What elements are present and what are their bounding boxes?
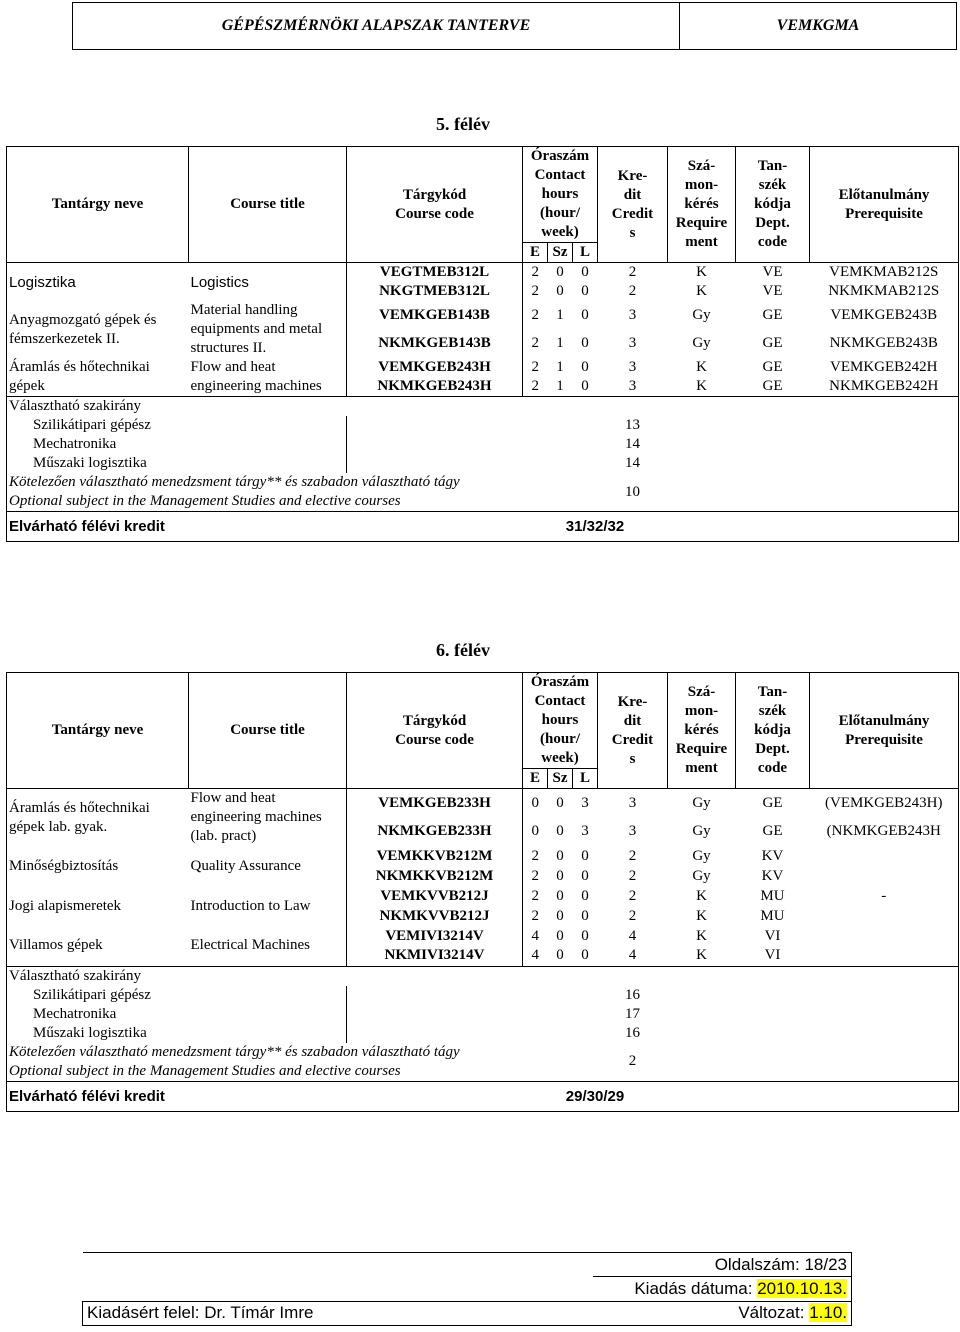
prerequisite-value: (NKMKGEB243H: [810, 817, 959, 846]
header-course-code-line: Course code: [395, 731, 474, 748]
course-code: VEGTMEB312L: [347, 263, 523, 283]
hours-sz: 0: [556, 264, 564, 280]
total-credits: 31/32/32: [523, 512, 668, 542]
header-credits-line: s: [629, 750, 636, 767]
prerequisite-value: NKMKMAB212S: [810, 282, 959, 301]
header-dept-line: Dept.: [755, 215, 790, 231]
table-row: [7, 301, 959, 330]
header-course-code-line: Course code: [395, 205, 474, 222]
semester-6-table: [6, 672, 959, 1112]
header-dept-line: kódja: [754, 722, 791, 738]
course-code: VEMKGEB243H: [347, 358, 523, 377]
prerequisite-value: [810, 866, 959, 886]
course-title: Introduction to Law: [190, 897, 311, 914]
credit-value: 3: [628, 794, 637, 811]
specialization-credit: 14: [625, 455, 640, 471]
hours-l: 0: [581, 306, 589, 323]
prerequisite-value: NKMKGEB243B: [810, 330, 959, 359]
specialization-credit: 17: [625, 1005, 640, 1022]
header-contact-hours: [523, 147, 598, 243]
empty-cell: [668, 435, 959, 454]
header-sz: Sz: [548, 769, 573, 789]
header-dept: [736, 147, 810, 263]
course-title: Flow and heat engineering machines (lab. pract): [190, 790, 322, 844]
dept-code: GE: [762, 359, 783, 375]
hours-e: 4: [531, 927, 539, 944]
specialization-credit: 14: [625, 436, 640, 452]
header-dept-line: Tan-: [757, 158, 788, 174]
dept-code: GE: [762, 378, 783, 394]
requirement-value: K: [696, 359, 707, 375]
hours-l: 0: [581, 264, 589, 280]
hours-e: 2: [531, 306, 539, 323]
course-name: Anyagmozgató gépek és fémszerkezetek II.: [7, 301, 189, 358]
empty-cell: [668, 1005, 959, 1024]
credit-value: 3: [628, 823, 637, 840]
hours-sz: 0: [556, 847, 564, 864]
empty-cell: [347, 1005, 523, 1024]
prerequisite-value: [810, 926, 959, 946]
table-row: [7, 1043, 959, 1082]
hours-e: 2: [531, 867, 539, 884]
semester-6-title: 6. félév: [436, 640, 490, 660]
header-dept-line: Dept.: [755, 741, 790, 757]
header-prerequisite: [810, 673, 959, 789]
header-requirement-line: ment: [685, 234, 718, 250]
hours-e: 2: [531, 378, 539, 394]
header-credits-line: dit: [623, 186, 642, 203]
requirement-value: Gy: [692, 794, 711, 811]
total-label: Elvárható félévi kredit: [7, 1081, 189, 1111]
elective-credit: 2: [628, 1053, 637, 1069]
course-name: Logisztika: [7, 263, 189, 302]
header-course-name: Tantárgy neve: [7, 147, 189, 263]
hours-l: 0: [581, 335, 589, 352]
header-contact-hours-line: hours: [541, 186, 579, 202]
issue-date: 2010.10.13.: [757, 1278, 847, 1298]
empty-cell: [347, 416, 523, 435]
empty-cell: [668, 473, 959, 512]
credit-value: 2: [628, 847, 637, 864]
header-prerequisite-line: Prerequisite: [845, 731, 923, 748]
credit-value: 2: [628, 907, 637, 924]
prerequisite-value: VEMKGEB242H: [810, 358, 959, 377]
course-code: NKMKGEB243H: [347, 377, 523, 397]
header-l: L: [573, 769, 598, 789]
credit-value: 4: [628, 947, 637, 964]
header-dept: [736, 673, 810, 789]
hours-sz: 0: [556, 927, 564, 944]
hours-l: 0: [581, 887, 589, 904]
header-requirement-line: kérés: [684, 196, 719, 212]
semester-5-table: [6, 146, 959, 542]
total-credits: 29/30/29: [523, 1081, 668, 1111]
course-code: NKGTMEB312L: [347, 282, 523, 301]
specialization-label: Választható szakirány: [7, 397, 959, 417]
header-course-name: Tantárgy neve: [7, 673, 189, 789]
specialization-label: Választható szakirány: [7, 966, 959, 986]
empty-cell: [523, 1024, 598, 1043]
hours-e: 2: [531, 335, 539, 352]
hours-sz: 0: [556, 283, 564, 299]
responsible-label: Kiadásért felel:: [87, 1303, 200, 1323]
issue-date-label: Kiadás dátuma:: [634, 1278, 758, 1298]
hours-sz: 1: [556, 378, 564, 394]
prerequisite-value: (VEMKGEB243H): [810, 789, 959, 818]
empty-cell: [189, 1081, 523, 1111]
empty-cell: [347, 1024, 523, 1043]
hours-sz: 1: [556, 306, 564, 323]
header-requirement: [668, 673, 736, 789]
header-requirement-line: Szá-: [687, 684, 716, 700]
requirement-value: K: [696, 907, 707, 924]
table-row: [7, 1024, 959, 1043]
hours-e: 2: [531, 847, 539, 864]
elective-text-line: Kötelezően választható menedzsment tárgy** és szabadon választható tágy: [9, 1043, 460, 1060]
requirement-value: Gy: [692, 847, 711, 864]
dept-code: VE: [762, 283, 783, 299]
table-row: [7, 454, 959, 473]
hours-sz: 0: [556, 823, 564, 840]
credit-value: 3: [628, 378, 637, 394]
header-course-title: Course title: [189, 673, 347, 789]
requirement-value: K: [696, 283, 707, 299]
prerequisite-value: VEMKMAB212S: [810, 263, 959, 283]
hours-l: 0: [581, 947, 589, 964]
course-code: NKMKKVB212M: [347, 866, 523, 886]
hours-e: 2: [531, 359, 539, 375]
dept-code: GE: [762, 794, 783, 811]
credit-value: 2: [628, 867, 637, 884]
total-row: [7, 1081, 959, 1111]
header-contact-hours-line: (hour/: [539, 731, 580, 747]
header-prerequisite: [810, 147, 959, 263]
header-e: E: [523, 769, 548, 789]
dept-code: KV: [761, 867, 784, 884]
elective-text-line: Kötelezően választható menedzsment tárgy** és szabadon választható tágy: [9, 474, 460, 490]
header-credits-line: Kre-: [617, 693, 648, 710]
header-prerequisite-line: Prerequisite: [845, 205, 923, 222]
specialization-name: Szilikátipari gépész: [7, 986, 347, 1005]
header-credits: [598, 673, 668, 789]
header-l: L: [573, 243, 598, 263]
course-title: Logistics: [190, 273, 249, 291]
table-row: [7, 886, 959, 906]
dept-code: VE: [762, 264, 783, 280]
elective-text: [7, 473, 598, 512]
empty-cell: [347, 986, 523, 1005]
course-code: VEMKKVB212M: [347, 846, 523, 866]
dept-code: GE: [762, 335, 783, 352]
table-row: [7, 986, 959, 1005]
empty-cell: [347, 435, 523, 454]
course-title: Flow and heat engineering machines: [190, 359, 322, 394]
prerequisite-value: [810, 846, 959, 866]
specialization-name: Szilikátipari gépész: [7, 416, 347, 435]
header-e: E: [523, 243, 548, 263]
specialization-credit: 16: [625, 1024, 640, 1041]
course-title: Electrical Machines: [190, 937, 311, 954]
specialization-credit: 13: [625, 417, 640, 433]
header-dept-line: code: [757, 760, 788, 776]
header-prerequisite-line: Előtanulmány: [838, 712, 930, 729]
hours-e: 2: [531, 907, 539, 924]
header-contact-hours-line: (hour/: [539, 205, 580, 221]
empty-cell: [668, 986, 959, 1005]
credit-value: 2: [628, 264, 637, 280]
hours-e: 0: [531, 823, 539, 840]
semester-5-title: 5. félév: [436, 114, 490, 134]
header-requirement-line: kérés: [684, 722, 719, 738]
elective-credit: 10: [625, 483, 640, 500]
header-requirement-line: ment: [685, 760, 718, 776]
document-footer: [82, 1252, 852, 1326]
header-credits-line: Credit: [611, 731, 654, 748]
elective-text-line: Optional subject in the Management Studies and elective courses: [9, 493, 401, 509]
empty-cell: [668, 1081, 959, 1111]
requirement-value: Gy: [692, 306, 711, 323]
elective-text: [7, 1043, 598, 1082]
header-contact-hours-line: hours: [541, 712, 579, 728]
header-dept-line: Tan-: [757, 684, 788, 700]
empty-cell: [523, 986, 598, 1005]
hours-l: 0: [581, 927, 589, 944]
course-code: NKMIVI3214V: [347, 946, 523, 966]
hours-e: 0: [531, 794, 539, 811]
prerequisite-value: [810, 946, 959, 966]
table-row: [7, 435, 959, 454]
header-requirement-line: mon-: [684, 703, 719, 719]
header-requirement-line: Require: [675, 215, 728, 231]
header-credits-line: s: [629, 224, 636, 241]
empty-cell: [668, 1043, 959, 1082]
version-label: Változat:: [738, 1303, 810, 1323]
total-row: [7, 512, 959, 542]
header-course-code-line: Tárgykód: [402, 186, 467, 203]
dept-code: GE: [762, 823, 783, 840]
empty-cell: [523, 416, 598, 435]
header-credits-line: Kre-: [617, 167, 648, 184]
empty-cell: [668, 454, 959, 473]
requirement-value: K: [696, 947, 707, 964]
table-row: [7, 358, 959, 377]
hours-sz: 0: [556, 794, 564, 811]
document-header: [72, 2, 957, 50]
prerequisite-value: -: [810, 886, 959, 906]
table-row: [7, 263, 959, 283]
header-requirement: [668, 147, 736, 263]
hours-sz: 0: [556, 867, 564, 884]
dept-code: VI: [764, 947, 781, 964]
header-row: [7, 147, 959, 243]
course-name: Áramlás és hőtechnikai gépek: [7, 358, 189, 397]
header-course-code-line: Tárgykód: [402, 712, 467, 729]
prerequisite-value: [810, 906, 959, 926]
program-code: VEMKGMA: [680, 3, 957, 50]
prerequisite-value: VEMKGEB243B: [810, 301, 959, 330]
hours-l: 0: [581, 867, 589, 884]
course-code: VEMKVVB212J: [347, 886, 523, 906]
course-code: NKMKVVB212J: [347, 906, 523, 926]
header-requirement-line: Require: [675, 741, 728, 757]
prerequisite-value: NKMKGEB242H: [810, 377, 959, 397]
dept-code: MU: [760, 907, 785, 924]
dept-code: MU: [760, 887, 785, 904]
header-contact-hours-line: Óraszám: [530, 674, 590, 690]
specialization-name: Műszaki logisztika: [7, 1024, 347, 1043]
header-course-code: [347, 673, 523, 789]
header-row: [7, 673, 959, 769]
hours-l: 3: [581, 823, 589, 840]
header-requirement-line: mon-: [684, 177, 719, 193]
credit-value: 3: [628, 359, 637, 375]
table-row: [7, 416, 959, 435]
hours-e: 2: [531, 283, 539, 299]
course-code: VEMKGEB233H: [347, 789, 523, 818]
hours-e: 2: [531, 887, 539, 904]
dept-code: KV: [761, 847, 784, 864]
requirement-value: K: [696, 927, 707, 944]
credit-value: 2: [628, 283, 637, 299]
hours-e: 4: [531, 947, 539, 964]
header-credits-line: dit: [623, 712, 642, 729]
credit-value: 3: [628, 306, 637, 323]
header-dept-line: kódja: [754, 196, 791, 212]
course-name: Villamos gépek: [7, 926, 189, 966]
header-contact-hours-line: week): [541, 224, 579, 240]
dept-code: GE: [762, 306, 783, 323]
hours-sz: 0: [556, 907, 564, 924]
table-row: [7, 846, 959, 866]
dept-code: VI: [764, 927, 781, 944]
hours-l: 0: [581, 847, 589, 864]
responsible-name: Dr. Tímár Imre: [204, 1303, 314, 1323]
header-credits: [598, 147, 668, 263]
course-name: Áramlás és hőtechnikai gépek lab. gyak.: [7, 789, 189, 847]
requirement-value: K: [696, 887, 707, 904]
page-number: Oldalszám: 18/23: [593, 1253, 852, 1277]
empty-cell: [523, 1005, 598, 1024]
header-dept-line: szék: [758, 703, 787, 719]
table-row: [7, 926, 959, 946]
empty-cell: [523, 454, 598, 473]
hours-l: 0: [581, 359, 589, 375]
empty-cell: [668, 416, 959, 435]
table-row: [7, 473, 959, 512]
credit-value: 4: [628, 927, 637, 944]
credit-value: 3: [628, 335, 637, 352]
hours-sz: 0: [556, 947, 564, 964]
header-sz: Sz: [548, 243, 573, 263]
specialization-name: Műszaki logisztika: [7, 454, 347, 473]
header-contact-hours-line: Óraszám: [530, 148, 590, 164]
table-row: [7, 1005, 959, 1024]
course-code: VEMKGEB143B: [347, 301, 523, 330]
header-dept-line: szék: [758, 177, 787, 193]
empty-cell: [668, 512, 959, 542]
hours-l: 0: [581, 283, 589, 299]
requirement-value: Gy: [692, 823, 711, 840]
empty-cell: [668, 1024, 959, 1043]
header-requirement-line: Szá-: [687, 158, 716, 174]
credit-value: 2: [628, 887, 637, 904]
course-name: Minőségbiztosítás: [7, 846, 189, 886]
header-dept-line: code: [757, 234, 788, 250]
header-contact-hours: [523, 673, 598, 769]
course-title: Material handling equipments and metal structures II.: [190, 302, 323, 356]
course-name: Jogi alapismeretek: [7, 886, 189, 926]
hours-l: 0: [581, 907, 589, 924]
hours-l: 0: [581, 378, 589, 394]
course-code: NKMKGEB233H: [347, 817, 523, 846]
specialization-credit: 16: [625, 986, 640, 1003]
requirement-value: K: [696, 264, 707, 280]
table-row: [7, 397, 959, 417]
hours-sz: 1: [556, 359, 564, 375]
course-title: Quality Assurance: [190, 857, 301, 874]
header-contact-hours-line: Contact: [534, 167, 586, 183]
hours-l: 3: [581, 794, 589, 811]
empty-cell: [347, 454, 523, 473]
total-label: Elvárható félévi kredit: [7, 512, 523, 542]
hours-sz: 1: [556, 335, 564, 352]
header-credits-line: Credit: [611, 205, 654, 222]
specialization-name: Mechatronika: [7, 1005, 347, 1024]
table-row: [7, 966, 959, 986]
requirement-value: Gy: [692, 335, 711, 352]
hours-e: 2: [531, 264, 539, 280]
empty-cell: [523, 435, 598, 454]
document-title: GÉPÉSZMÉRNÖKI ALAPSZAK TANTERVE: [73, 3, 680, 50]
header-contact-hours-line: Contact: [534, 693, 586, 709]
header-prerequisite-line: Előtanulmány: [838, 186, 930, 203]
specialization-name: Mechatronika: [7, 435, 347, 454]
elective-text-line: Optional subject in the Management Studies and elective courses: [9, 1062, 401, 1079]
version-number: 1.10.: [809, 1303, 847, 1323]
hours-sz: 0: [556, 887, 564, 904]
header-course-title: Course title: [189, 147, 347, 263]
course-code: NKMKGEB143B: [347, 330, 523, 359]
header-course-code: [347, 147, 523, 263]
course-code: VEMIVI3214V: [347, 926, 523, 946]
table-row: [7, 789, 959, 818]
requirement-value: K: [696, 378, 707, 394]
header-contact-hours-line: week): [541, 750, 579, 766]
requirement-value: Gy: [692, 867, 711, 884]
